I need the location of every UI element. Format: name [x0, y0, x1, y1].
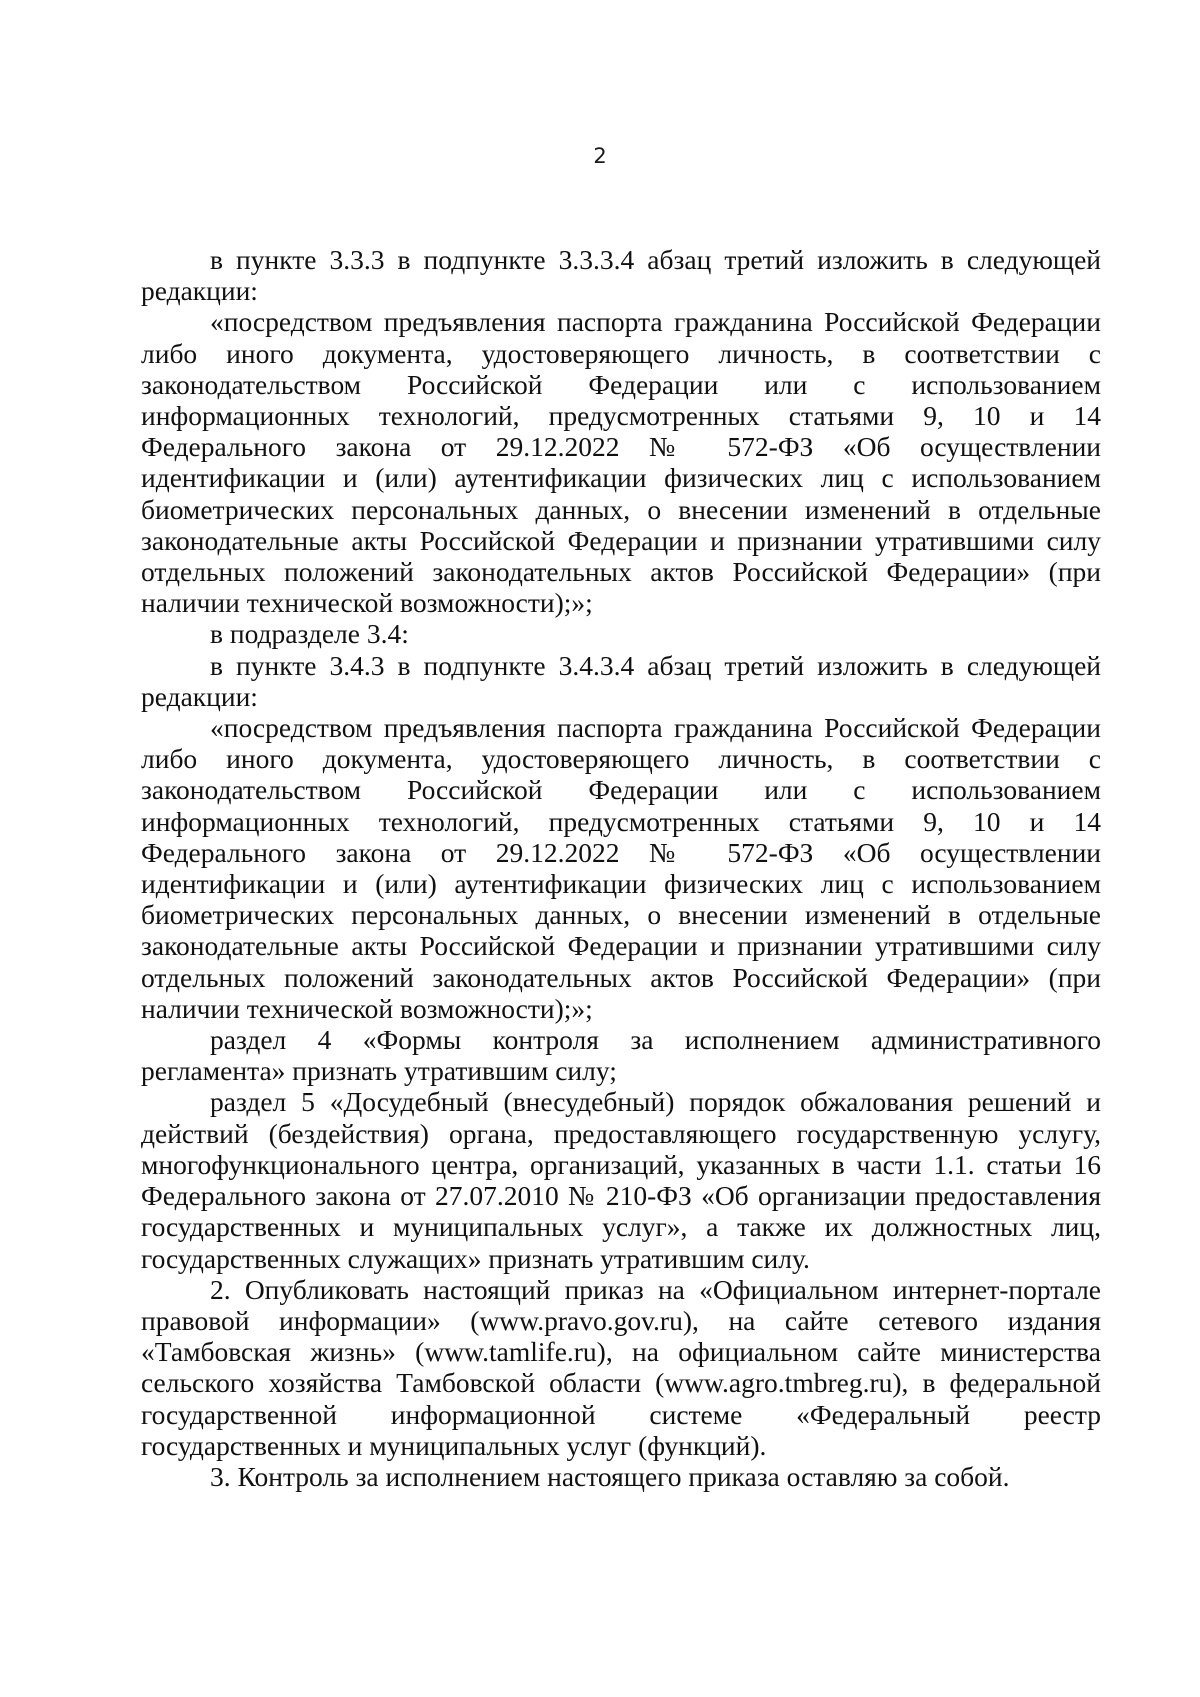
paragraph-3-3-3-text: «посредством предъявления паспорта гражданина Российской Федерации либо иного документа, удостоверяющего личность, в соответствии с законодательством Российской Федерации или с использованием информационных технологий, предусмотренных статьями 9, 10 и 14 Федерального закона от 29.12.2022 № 572-ФЗ «Об осуществлении идентификации и (или) аутентификации физических лиц с использованием биометрических персональных данных, о внесении изменений в отдельные законодательные акты Российской Федерации и признании утратившими силу отдельных положений законодательных актов Российской Федерации» (при наличии технической возможности);»; — [141, 306, 1101, 619]
paragraph-item-3-control: 3. Контроль за исполнением настоящего приказа оставляю за собой. — [210, 1460, 1010, 1492]
paragraph-item-2-publish: 2. Опубликовать настоящий приказ на «Официальном интернет-портале правовой информации» (www.pravo.gov.ru), на сайте сетевого издания «Тамбовская жизнь» (www.tamlife.ru), на официальном сайте министерства сельского хозяйства Тамбовской области (www.agro.tmbreg.ru), в федеральной государственной информационной системе «Федеральный реестр государственных и муниципальных услуг (функций). — [141, 1273, 1101, 1461]
paragraph-3-4-3-heading: в пункте 3.4.3 в подпункте 3.4.3.4 абзац третий изложить в следующей редакции: — [141, 649, 1101, 712]
document-body — [141, 244, 1101, 1492]
paragraph-3-4-3-text: «посредством предъявления паспорта гражданина Российской Федерации либо иного документа, удостоверяющего личность, в соответствии с законодательством Российской Федерации или с использованием информационных технологий, предусмотренных статьями 9, 10 и 14 Федерального закона от 29.12.2022 № 572-ФЗ «Об осуществлении идентификации и (или) аутентификации физических лиц с использованием биометрических персональных данных, о внесении изменений в отдельные законодательные акты Российской Федерации и признании утратившими силу отдельных положений законодательных актов Российской Федерации» (при наличии технической возможности);»; — [141, 712, 1101, 1024]
paragraph-section-4: раздел 4 «Формы контроля за исполнением административного регламента» признать утратившим силу; — [141, 1024, 1101, 1087]
paragraph-3-3-3-heading: в пункте 3.3.3 в подпункте 3.3.3.4 абзац третий изложить в следующей редакции: — [141, 244, 1101, 307]
paragraph-subsection-3-4: в подразделе 3.4: — [210, 618, 409, 650]
page-number: 2 — [593, 144, 607, 168]
paragraph-section-5: раздел 5 «Досудебный (внесудебный) порядок обжалования решений и действий (бездействия) органа, предоставляющего государственную услугу, многофункционального центра, организаций, указанных в части 1.1. статьи 16 Федерального закона от 27.07.2010 № 210-ФЗ «Об организации предоставления государственных и муниципальных услуг», а также их должностных лиц, государственных служащих» признать утратившим силу. — [141, 1086, 1101, 1274]
